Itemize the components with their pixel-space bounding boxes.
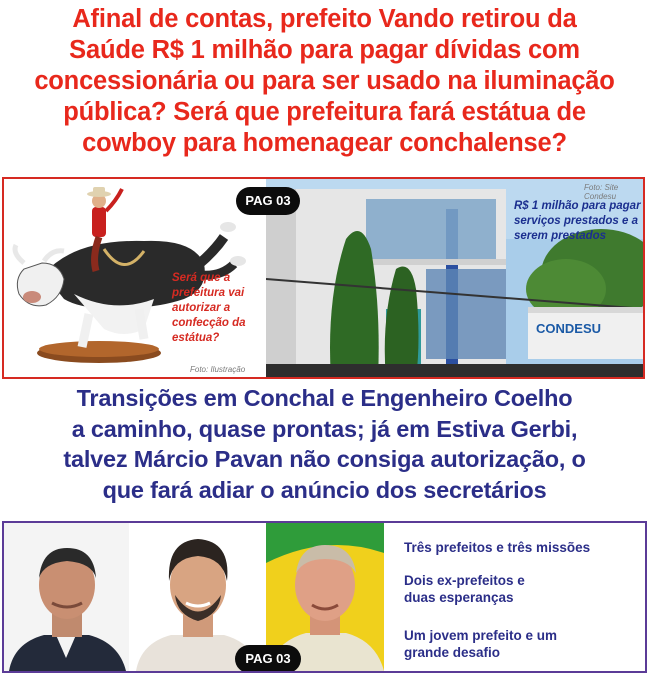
condesu-caption: R$ 1 milhão para pagar serviços prestados e a serem prestados <box>514 200 641 242</box>
headline-top-line: pública? Será que prefeitura fará estátua de <box>63 98 586 126</box>
photo-credit-illustration: Foto: Ilustração <box>190 365 246 374</box>
page-badge[interactable]: PAG 03 <box>236 187 300 215</box>
story2-photo-box <box>2 521 647 673</box>
story2-item-text: Dois ex-prefeitos e <box>404 573 525 588</box>
portrait-mayor-1 <box>4 523 129 671</box>
bull-caption: Será que a prefeitura vai autorizar a confecção da estátua? <box>172 272 246 344</box>
story2-item-2 <box>404 572 525 606</box>
story2-item-3 <box>404 627 557 661</box>
condesu-sign: CONDESU <box>536 321 602 336</box>
story2-item-text: grande desafio <box>404 645 501 660</box>
headline-top <box>0 4 649 159</box>
headline-top-line: concessionária ou para ser usado na iluminação <box>34 67 615 95</box>
headline-middle-line: talvez Márcio Pavan não consiga autorização, o <box>63 446 586 472</box>
headline-middle-line: que fará adiar o anúncio dos secretários <box>102 476 547 503</box>
bull-statue-photo <box>4 179 266 377</box>
headline-top-line: Afinal de contas, prefeito Vando retirou da <box>72 5 577 33</box>
photo-credit-condesu: Foto: Site Condesu <box>584 183 619 201</box>
headline-middle <box>0 383 649 505</box>
condesu-building-photo <box>266 179 645 377</box>
story2-item-text: Três prefeitos e três missões <box>404 540 591 555</box>
story2-item-1 <box>404 539 590 556</box>
story2-item-text: Um jovem prefeito e um <box>404 628 558 643</box>
page-badge[interactable]: PAG 03 <box>235 645 301 673</box>
story1-photo-box <box>2 177 645 379</box>
headline-middle-line: Transições em Conchal e Engenheiro Coelho <box>76 385 573 411</box>
headline-top-line: cowboy para homenagear conchalense? <box>82 129 567 157</box>
portrait-illustration <box>4 523 129 671</box>
headline-middle-line: a caminho, quase prontas; já em Estiva Gerbi, <box>71 415 578 442</box>
story2-item-text: duas esperanças <box>404 590 514 605</box>
headline-top-line: Saúde R$ 1 milhão para pagar dívidas com <box>69 36 580 64</box>
